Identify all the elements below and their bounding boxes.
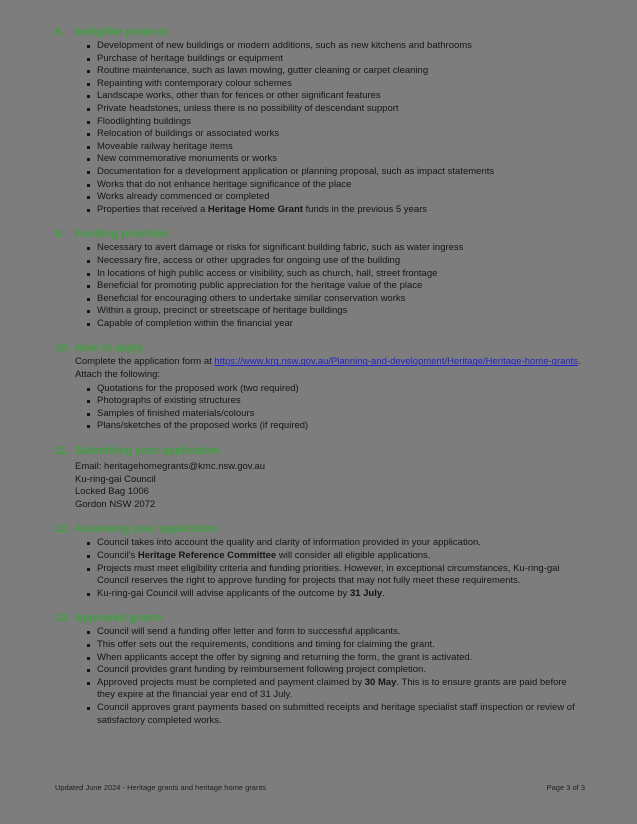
list-item-text [97,293,587,306]
bullet-icon [87,626,97,634]
list-item [75,268,587,281]
list-item [75,537,587,550]
list-item [75,677,587,702]
list-item-text [97,204,587,217]
list-item-text [97,153,587,166]
bullet-icon [87,78,97,86]
list-item-text [97,128,587,141]
bullet-list [75,383,587,433]
section-10 [55,342,587,433]
list-item-text [97,65,587,78]
section-heading [55,342,587,355]
list-item [75,90,587,103]
text-segment: . This is to ensure grants are paid before they expire at the financial year end of 31 July. [97,676,567,701]
section-number: 10. [55,342,71,355]
list-item [75,563,587,588]
section-title: Submitting your application [75,445,221,458]
list-item [75,588,587,601]
section-body [75,40,587,216]
list-item-text [97,677,587,702]
bullet-icon [87,550,97,558]
section-body [75,626,587,727]
section-title: Approved grants [75,612,164,625]
list-item [75,65,587,78]
list-item-text [97,53,587,66]
section-12 [55,523,587,600]
list-item-text [97,639,587,652]
text-segment: Council takes into account the quality and clarity of information provided in your application. [97,537,481,549]
text-segment: Necessary fire, access or other upgrades for ongoing use of the building [97,254,401,266]
text-segment: Beneficial for encouraging others to undertake similar conservation works [97,292,406,304]
list-item-text [97,383,587,396]
text-segment: Within a group, precinct or streetscape of heritage buildings [97,305,348,317]
bullet-icon [87,90,97,98]
text-segment: Projects must meet eligibility criteria and funding priorities. However, in exceptional circumstances, Ku-ring-gai Council reserves the right to approve funding for projects that may not fully meet these requirements. [97,562,560,587]
bullet-icon [87,383,97,391]
text-segment: Purchase of heritage buildings or equipment [97,52,283,64]
list-item-text [97,626,587,639]
text-segment: Works already commenced or completed [97,191,270,203]
bullet-icon [87,268,97,276]
text-segment: Documentation for a development application or planning proposal, such as impact statements [97,165,495,177]
section-title: Ineligible projects [75,26,169,38]
text-segment: Ku-ring-gai Council will advise applicants of the outcome by [97,587,350,599]
bullet-icon [87,664,97,672]
list-item-text [97,166,587,179]
section-9 [55,228,587,330]
text-segment: Works that do not enhance heritage significance of the place [97,178,352,190]
bullet-list [75,537,587,600]
text-segment: Quotations for the proposed work (two required) [97,382,299,394]
list-item [75,420,587,433]
text-segment: Council provides grant funding by reimbursement following project completion. [97,664,426,676]
section-number: 9. [55,228,65,241]
list-item-text [97,40,587,53]
text-segment: 31 July [349,587,383,599]
text-segment: Samples of finished materials/colours [97,407,255,419]
bullet-icon [87,141,97,149]
bullet-icon [87,588,97,596]
list-item-text [97,179,587,192]
list-item-text [97,408,587,421]
bullet-icon [87,280,97,288]
address-line: Ku-ring-gai Council [75,473,156,485]
section-11 [55,445,587,511]
section-number: 8. [55,26,65,38]
text-segment: Necessary to avert damage or risks for significant building fabric, such as water ingress [97,242,464,254]
section-body [75,537,587,600]
page-footer [55,783,585,792]
list-item-text [97,305,587,318]
section-body [75,356,587,433]
text-segment: will consider all eligible applications. [276,550,431,561]
text-segment: This offer sets out the requirements, conditions and timing for claiming the grant. [97,638,435,650]
list-item-text [97,588,587,601]
list-item [75,128,587,141]
bullet-icon [87,639,97,647]
list-item [75,153,587,166]
text-segment: Complete the application form at [75,356,215,368]
list-item-text [97,395,587,408]
list-item [75,702,587,727]
list-item [75,305,587,318]
bullet-icon [87,242,97,250]
list-item [75,141,587,154]
list-item [75,626,587,639]
section-heading [55,612,587,625]
list-item-text [97,563,587,588]
email-line: Email: heritagehomegrants@kmc.nsw.gov.au [75,461,266,473]
list-item-text [97,90,587,103]
list-item [75,53,587,66]
text-segment: In locations of high public access or visibility, such as church, hall, street frontage [97,267,438,279]
bullet-icon [87,153,97,161]
text-segment: New commemorative monuments or works [97,153,278,165]
bullet-icon [87,652,97,660]
text-segment: Properties that received a [97,203,208,215]
list-item [75,103,587,116]
list-item [75,179,587,192]
list-item [75,242,587,255]
text-segment: Council approves grant payments based on submitted receipts and heritage specialist staff inspection or review of satisfactory completed works. [97,701,575,726]
bullet-icon [87,395,97,403]
section-body [75,461,587,511]
document-content [55,26,587,739]
section-number: 11. [55,445,70,458]
list-item-text [97,242,587,255]
bullet-list [75,626,587,727]
bullet-icon [87,65,97,73]
text-segment: Council's [97,550,138,561]
address-line: Gordon NSW 2072 [75,498,156,510]
section-heading [55,26,587,39]
text-segment: Routine maintenance, such as lawn mowing, gutter cleaning or carpet cleaning [97,65,429,77]
text-segment: . Attach the following: [75,356,581,381]
text-segment: Landscape works, other than for fences or other significant features [97,90,381,102]
list-item [75,191,587,204]
bullet-icon [87,293,97,301]
section-title: How to apply [75,342,144,355]
bullet-icon [87,53,97,61]
section-number: 13. [55,612,71,625]
bullet-icon [87,420,97,428]
list-item-text [97,318,587,331]
list-item-text [97,550,587,563]
list-item-text [97,255,587,268]
list-item [75,40,587,53]
list-item-text [97,116,587,129]
list-item [75,383,587,396]
section-title: Funding priorities [75,228,169,241]
section-13 [55,612,587,727]
text-segment: . [382,587,385,599]
bullet-icon [87,305,97,313]
text-segment: Photographs of existing structures [97,395,241,407]
footer-left-text: Updated June 2024 - Heritage grants and heritage home grants [55,783,266,792]
text-segment: When applicants accept the offer by signing and returning the form, the grant is activated. [97,651,473,663]
list-item [75,166,587,179]
list-item-text [97,103,587,116]
text-segment: Beneficial for promoting public appreciation for the heritage value of the place [97,280,423,292]
bullet-icon [87,116,97,124]
text-segment: Private headstones, unless there is no possibility of descendant support [97,102,399,114]
list-item [75,116,587,129]
list-item-text [97,537,587,550]
section-heading [55,445,587,458]
list-item [75,280,587,293]
list-item-text [97,280,587,293]
bullet-icon [87,166,97,174]
list-item-text [97,268,587,281]
list-item [75,652,587,665]
section-heading [55,228,587,241]
section-8 [55,26,587,216]
text-segment: Plans/sketches of the proposed works (if required) [97,420,309,432]
section-heading [55,523,587,536]
section-number: 12. [55,523,71,536]
bullet-icon [87,40,97,48]
address-line: Locked Bag 1006 [75,486,149,498]
footer-page-number: Page 3 of 3 [546,783,585,792]
bullet-icon [87,128,97,136]
list-item [75,293,587,306]
bullet-icon [87,191,97,199]
bullet-icon [87,204,97,212]
bullet-icon [87,179,97,187]
text-segment: Development of new buildings or modern additions, such as new kitchens and bathrooms [97,40,472,51]
list-item-text [97,664,587,677]
application-form-link[interactable]: https://www.krg.nsw.gov.au/Planning-and-development/Heritage/Heritage-home-grants [214,356,579,368]
list-item [75,639,587,652]
bullet-list [75,40,587,216]
text-segment: Heritage Reference Committee [137,550,277,561]
text-segment: 30 May [364,676,397,688]
list-item [75,78,587,91]
bullet-icon [87,318,97,326]
list-item-text [97,78,587,91]
bullet-list [75,242,587,330]
bullet-icon [87,677,97,685]
list-item-text [97,420,587,433]
list-item-text [97,141,587,154]
list-item [75,318,587,331]
list-item [75,408,587,421]
text-segment: Relocation of buildings or associated works [97,128,280,140]
text-segment: Repainting with contemporary colour schemes [97,77,292,89]
section-title: Assessing your application [75,523,219,536]
bullet-icon [87,563,97,571]
bullet-icon [87,702,97,710]
text-segment: Capable of completion within the financial year [97,317,293,329]
list-item [75,204,587,217]
text-segment: funds in the previous 5 years [302,203,428,215]
list-item [75,255,587,268]
list-item [75,664,587,677]
paragraph [75,356,587,381]
list-item-text [97,652,587,665]
text-segment: Council will send a funding offer letter and form to successful applicants. [97,626,401,638]
bullet-icon [87,103,97,111]
bullet-icon [87,255,97,263]
bullet-icon [87,537,97,545]
list-item [75,395,587,408]
list-item-text [97,191,587,204]
bullet-icon [87,408,97,416]
list-item-text [97,702,587,727]
text-segment: Approved projects must be completed and payment claimed by [97,676,365,688]
text-segment: Moveable railway heritage items [97,140,233,152]
text-segment: Heritage Home Grant [207,203,303,215]
section-body [75,242,587,330]
text-segment: Floodlighting buildings [97,115,192,127]
list-item [75,550,587,563]
